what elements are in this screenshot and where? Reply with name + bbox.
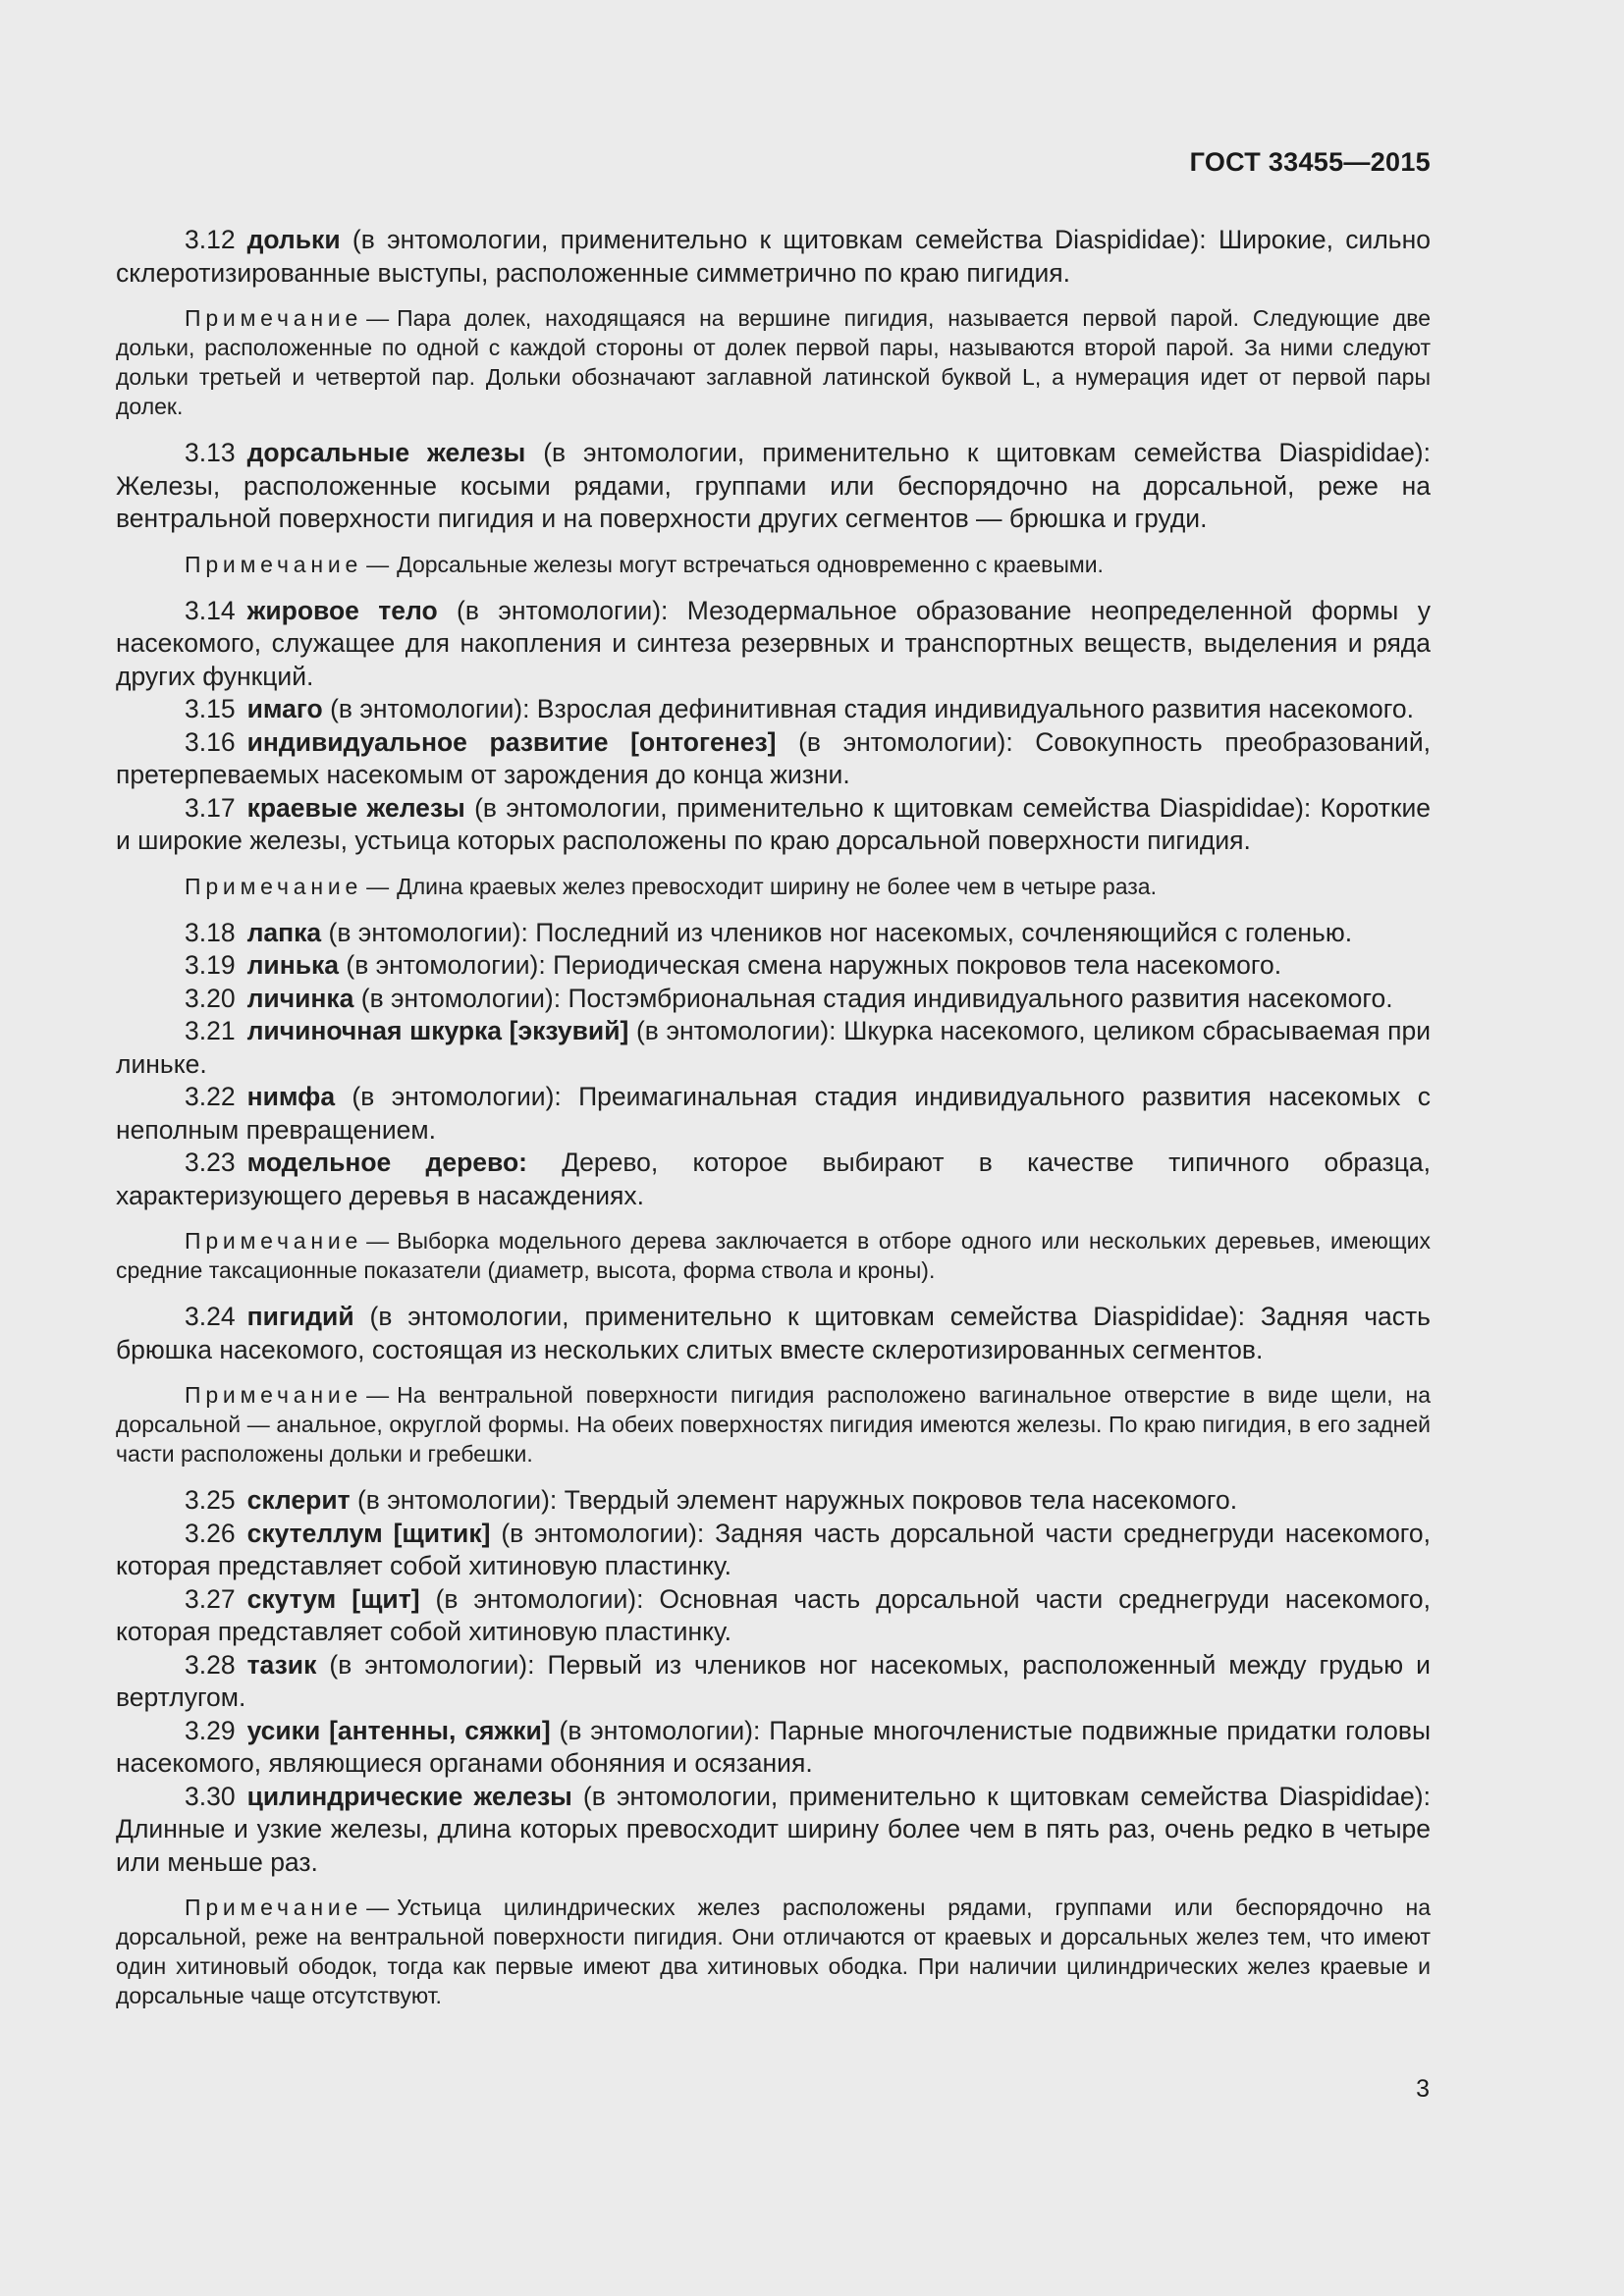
entry-number: 3.13	[185, 438, 236, 467]
glossary-entry	[116, 983, 1431, 1016]
entry-term: жировое тело	[246, 595, 438, 625]
glossary-entry	[116, 1484, 1431, 1518]
entry-note	[116, 550, 1431, 579]
entry-note	[116, 303, 1431, 421]
entry-definition: (в энтомологии, применительно к щитовкам семейства Diaspididae): Короткие и широкие железы, устьица которых расположены по краю дорсальной поверхности пигидия.	[116, 792, 1431, 855]
entry-definition: (в энтомологии): Шкурка насекомого, целиком сбрасываемая при линьке.	[116, 1016, 1431, 1079]
note-text: Выборка модельного дерева заключается в отборе одного или нескольких деревьев, имеющих средние таксационные показатели (диаметр, высота, форма ствола и кроны).	[116, 1228, 1431, 1283]
glossary-entry	[116, 1147, 1431, 1212]
note-label: Примечание	[185, 873, 363, 899]
note-label: Примечание	[185, 1228, 363, 1254]
note-label: Примечание	[185, 1382, 363, 1408]
entry-note	[116, 1226, 1431, 1285]
entry-definition: (в энтомологии): Последний из члеников ног насекомых, сочленяющийся с голенью.	[321, 917, 1353, 947]
note-label: Примечание	[185, 1895, 363, 1920]
entry-term: модельное дерево:	[246, 1148, 527, 1177]
entry-number: 3.21	[185, 1016, 236, 1045]
glossary-entry	[116, 1301, 1431, 1366]
glossary-entry	[116, 1649, 1431, 1715]
entry-definition: Дерево, которое выбирают в качестве типичного образца, характеризующего деревья в насаждениях.	[116, 1148, 1431, 1210]
entry-number: 3.12	[185, 225, 236, 254]
entry-term: имаго	[246, 694, 323, 723]
entry-number: 3.27	[185, 1583, 236, 1614]
glossary-entry	[116, 224, 1431, 290]
entry-definition: (в энтомологии, применительно к щитовкам семейства Diaspididae): Задняя часть брюшка насекомого, состоящая из нескольких слитых вместе склеротизированных сегментов.	[116, 1302, 1431, 1364]
entry-note	[116, 1893, 1431, 2010]
entry-definition: (в энтомологии, применительно к щитовкам семейства Diaspididae): Железы, расположенные косыми рядами, группами или беспорядочно на дорсальной, реже на вентральной поверхности пигидия и на поверхности других сегментов — брюшка и груди.	[116, 438, 1431, 533]
note-dash: —	[366, 1382, 390, 1408]
entry-definition: (в энтомологии): Парные многочленистые подвижные придатки головы насекомого, являющиеся органами обоняния и осязания.	[116, 1715, 1431, 1778]
entry-number: 3.18	[185, 917, 236, 947]
glossary-entry	[116, 949, 1431, 983]
note-text: Длина краевых желез превосходит ширину не более чем в четыре раза.	[397, 873, 1157, 899]
entry-number: 3.14	[185, 595, 236, 625]
note-dash: —	[366, 305, 390, 331]
note-text: На вентральной поверхности пигидия расположено вагинальное отверстие в виде щели, на дорсальной — анальное, округлой формы. На обеих поверхностях пигидия имеются железы. По краю пигидия, в его задней части расположены дольки и гребешки.	[116, 1382, 1431, 1467]
entry-number: 3.29	[185, 1715, 236, 1745]
entry-term: тазик	[246, 1649, 317, 1680]
entry-definition: (в энтомологии): Мезодермальное образование неопределенной формы у насекомого, служащее для накопления и синтеза резервных и транспортных веществ, выделения и ряда других функций.	[116, 595, 1431, 691]
entry-term: пигидий	[246, 1302, 354, 1331]
entry-term: личинка	[246, 983, 354, 1013]
entry-number: 3.15	[185, 694, 236, 723]
note-dash: —	[366, 1895, 390, 1920]
entry-definition: (в энтомологии): Постэмбриональная стадия индивидуального развития насекомого.	[353, 983, 1393, 1013]
entry-term: личиночная шкурка [экзувий]	[246, 1016, 629, 1045]
entry-number: 3.16	[185, 726, 236, 757]
page-number: 3	[1416, 2075, 1430, 2103]
glossary-entry	[116, 792, 1431, 858]
entry-definition: (в энтомологии): Первый из члеников ног насекомых, расположенный между грудью и вертлугом.	[116, 1649, 1431, 1712]
glossary-entry	[116, 1081, 1431, 1147]
entry-term: скутеллум [щитик]	[246, 1518, 491, 1548]
glossary-entry	[116, 1781, 1431, 1880]
entry-term: лапка	[246, 917, 322, 947]
glossary-entry	[116, 1518, 1431, 1583]
entry-number: 3.22	[185, 1082, 236, 1111]
entry-number: 3.28	[185, 1649, 236, 1680]
entry-definition: (в энтомологии): Твердый элемент наружных покровов тела насекомого.	[350, 1485, 1238, 1515]
glossary-entry	[116, 917, 1431, 950]
entry-number: 3.30	[185, 1781, 236, 1811]
note-text: Устьица цилиндрических желез расположены рядами, группами или беспорядочно на дорсальной, реже на вентральной поверхности пигидия. Они отличаются от краевых и дорсальных желез тем, что имеют один хитиновый ободок, тогда как первые имеют два хитиновых ободка. При наличии цилиндрических желез краевые и дорсальные чаще отсутствуют.	[116, 1895, 1431, 2008]
entry-number: 3.20	[185, 983, 236, 1013]
entry-definition: (в энтомологии): Преимагинальная стадия индивидуального развития насекомых с неполным превращением.	[116, 1082, 1431, 1145]
glossary-entry	[116, 726, 1431, 792]
entry-number: 3.23	[185, 1148, 236, 1177]
glossary-entry	[116, 595, 1431, 694]
entry-definition: (в энтомологии): Основная часть дорсальной части среднегруди насекомого, которая представляет собой хитиновую пластинку.	[116, 1583, 1431, 1646]
entry-term: индивидуальное развитие [онтогенез]	[246, 726, 777, 757]
note-dash: —	[366, 1228, 390, 1254]
glossary-entry	[116, 1715, 1431, 1781]
entry-definition: (в энтомологии): Периодическая смена наружных покровов тела насекомого.	[339, 950, 1282, 980]
note-text: Пара долек, находящаяся на вершине пигидия, называется первой парой. Следующие две дольки, расположенные по одной с каждой стороны от долек первой пары, называются второй парой. За ними следуют дольки третьей и четвертой пар. Дольки обозначают заглавной латинской буквой L, а нумерация идет от первой пары долек.	[116, 305, 1431, 419]
glossary-entry	[116, 693, 1431, 726]
note-label: Примечание	[185, 305, 363, 331]
entry-term: нимфа	[246, 1082, 336, 1111]
entry-definition: (в энтомологии): Задняя часть дорсальной части среднегруди насекомого, которая представляет собой хитиновую пластинку.	[116, 1518, 1431, 1580]
entry-number: 3.17	[185, 792, 236, 823]
entry-note	[116, 872, 1431, 901]
glossary-body	[116, 224, 1431, 2026]
document-header: ГОСТ 33455—2015	[1189, 147, 1431, 177]
entry-term: цилиндрические железы	[246, 1781, 572, 1811]
glossary-entry	[116, 1015, 1431, 1081]
note-label: Примечание	[185, 551, 363, 577]
entry-number: 3.19	[185, 950, 236, 980]
entry-term: линька	[246, 950, 340, 980]
entry-term: дорсальные железы	[246, 438, 526, 467]
note-text: Дорсальные железы могут встречаться одновременно с краевыми.	[397, 551, 1104, 577]
entry-term: скутум [щит]	[246, 1583, 420, 1614]
glossary-entry	[116, 1583, 1431, 1649]
entry-term: краевые железы	[246, 792, 465, 823]
entry-definition: (в энтомологии): Взрослая дефинитивная стадия индивидуального развития насекомого.	[322, 694, 1414, 723]
glossary-entry	[116, 437, 1431, 536]
entry-note	[116, 1380, 1431, 1468]
note-dash: —	[366, 551, 390, 577]
entry-term: дольки	[246, 225, 341, 254]
note-dash: —	[366, 873, 390, 899]
entry-term: склерит	[246, 1485, 351, 1515]
entry-number: 3.24	[185, 1302, 236, 1331]
entry-definition: (в энтомологии, применительно к щитовкам семейства Diaspididae): Длинные и узкие железы, длина которых превосходит ширину более чем в пять раз, очень редко в четыре или меньше раз.	[116, 1781, 1431, 1877]
entry-number: 3.26	[185, 1518, 236, 1548]
entry-number: 3.25	[185, 1485, 236, 1515]
entry-definition: (в энтомологии): Совокупность преобразований, претерпеваемых насекомым от зарождения до конца жизни.	[116, 726, 1431, 789]
entry-definition: (в энтомологии, применительно к щитовкам семейства Diaspididae): Широкие, сильно склеротизированные выступы, расположенные симметрично по краю пигидия.	[116, 225, 1431, 288]
entry-term: усики [антенны, сяжки]	[246, 1715, 551, 1745]
